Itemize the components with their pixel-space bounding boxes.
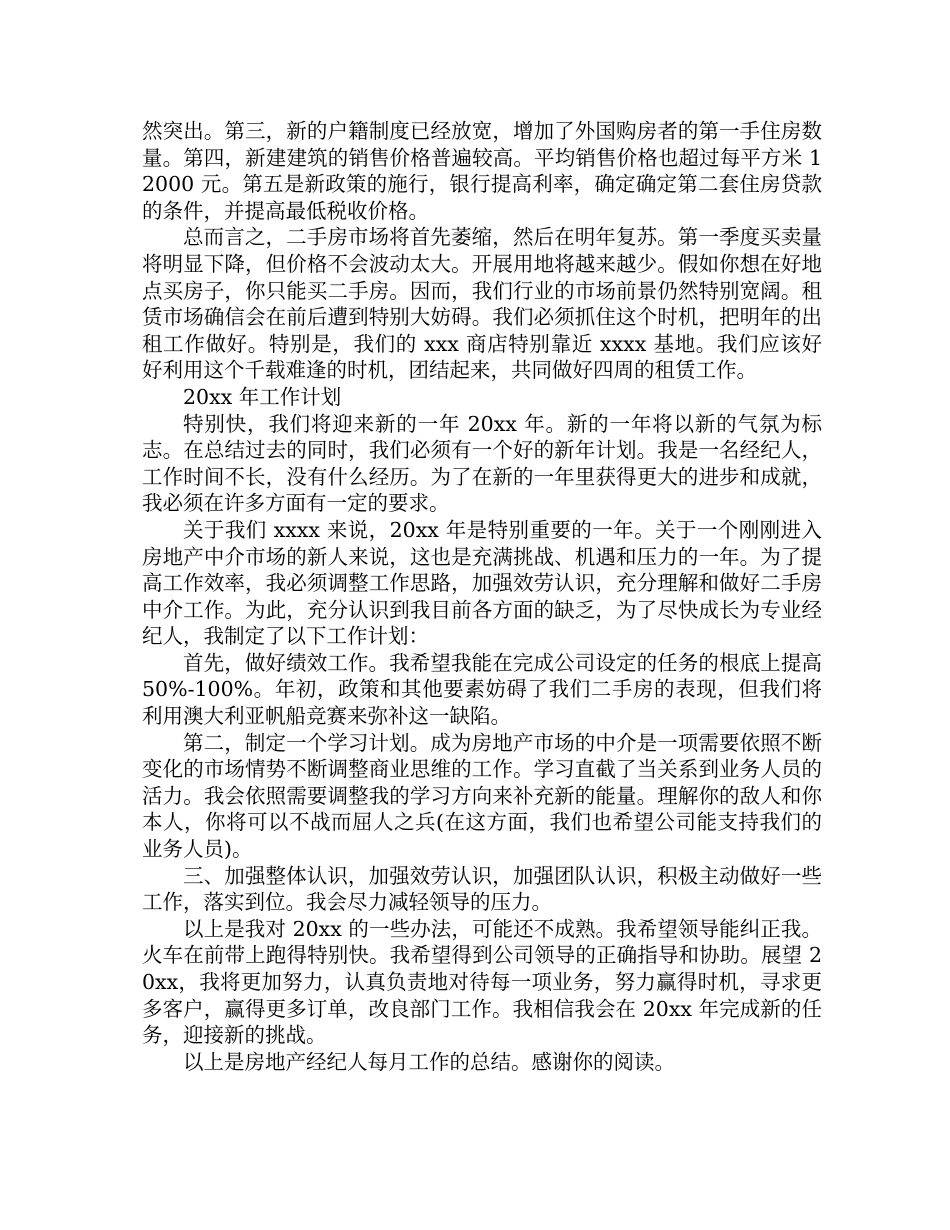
- paragraph-1: 然突出。第三，新的户籍制度已经放宽，增加了外国购房者的第一手住房数量。第四，新建建筑的销售价格普遍较高。平均销售价格也超过每平方米 12000 元。第五是新政策的施行，银行提高利率，确定确定第二套住房贷款的条件，并提高最低税收价格。: [142, 119, 822, 223]
- paragraph-5: 首先，做好绩效工作。我希望我能在完成公司设定的任务的根底上提高 50%-100%。年初，政策和其他要素妨碍了我们二手房的表现，但我们将利用澳大利亚帆船竞赛来弥补这一缺陷。: [142, 650, 822, 729]
- section-heading: 20xx 年工作计划: [183, 384, 342, 409]
- paragraph-3: 特别快，我们将迎来新的一年 20xx 年。新的一年将以新的气氛为标志。在总结过去的同时，我们必须有一个好的新年计划。我是一名经纪人，工作时间不长，没有什么经历。为了在新的一年里获得更大的进步和成就，我必须在许多方面有一定的要求。: [142, 411, 822, 516]
- paragraph-9: 以上是房地产经纪人每月工作的总结。感谢你的阅读。: [183, 1049, 675, 1074]
- paragraph-6: 第二，制定一个学习计划。成为房地产市场的中介是一项需要依照不断变化的市场情势不断调整商业思维的工作。学习直截了当关系到业务人员的活力。我会依照需要调整我的学习方向来补充新的能量。理解你的敌人和你本人，你将可以不战而屈人之兵(在这方面，我们也希望公司能支持我们的业务人员)。: [142, 730, 822, 862]
- paragraph-2: 总而言之，二手房市场将首先萎缩，然后在明年复苏。第一季度买卖量将明显下降，但价格不会波动太大。开展用地将越来越少。假如你想在好地点买房子，你只能买二手房。因而，我们行业的市场前景仍然特别宽阔。租赁市场确信会在前后遭到特别大妨碍。我们必须抓住这个时机，把明年的出租工作做好。特别是，我们的 xxx 商店特别靠近 xxxx 基地。我们应该好好利用这个千载难逢的时机，团结起来，共同做好四周的租赁工作。: [142, 225, 822, 383]
- paragraph-7: 三、加强整体认识，加强效劳认识，加强团队认识，积极主动做好一些工作，落实到位。我会尽力减轻领导的压力。: [142, 863, 822, 915]
- paragraph-4: 关于我们 xxxx 来说，20xx 年是特别重要的一年。关于一个刚刚进入房地产中介市场的新人来说，这也是充满挑战、机遇和压力的一年。为了提高工作效率，我必须调整工作思路，加强效劳认识，充分理解和做好二手房中介工作。为此，充分认识到我目前各方面的缺乏，为了尽快成长为专业经纪人，我制定了以下工作计划：: [142, 517, 822, 649]
- paragraph-8: 以上是我对 20xx 的一些办法，可能还不成熟。我希望领导能纠正我。火车在前带上跑得特别快。我希望得到公司领导的正确指导和协助。展望 20xx，我将更加努力，认真负责地对待每一项业务，努力赢得时机，寻求更多客户，赢得更多订单，改良部门工作。我相信我会在 20xx 年完成新的任务，迎接新的挑战。: [142, 916, 822, 1048]
- document-body: [142, 118, 822, 1075]
